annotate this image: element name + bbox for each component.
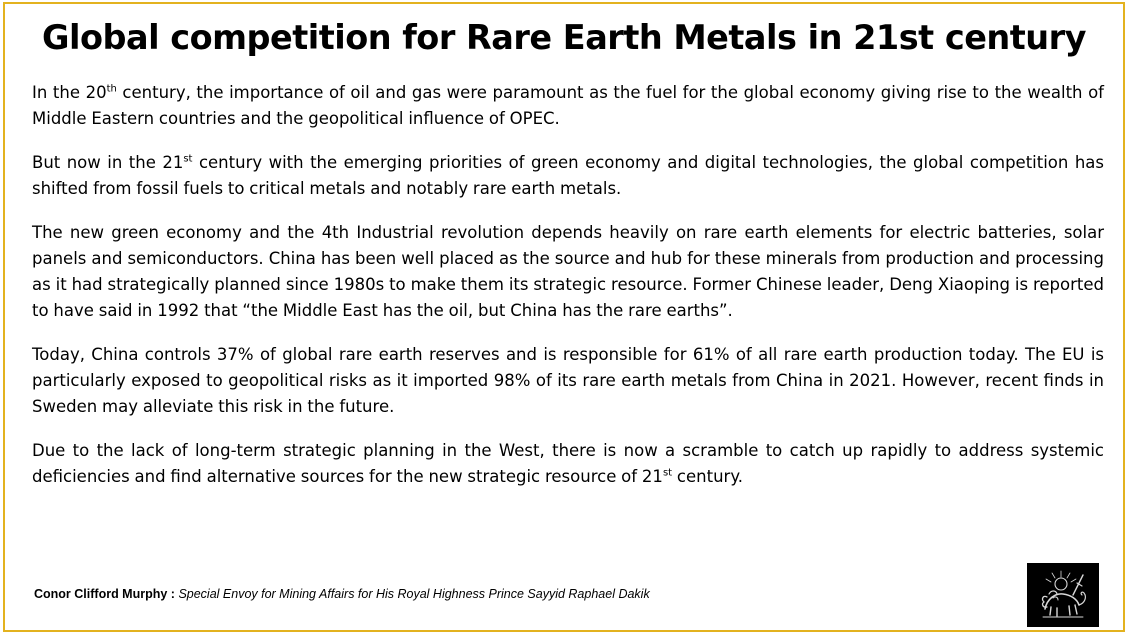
paragraph-5-text-b: century. xyxy=(672,467,743,486)
paragraph-1-text-b: century, the importance of oil and gas were paramount as the fuel for the global economy giving rise to the wealth of Middle Eastern countries and the geopolitical influence of OPEC. xyxy=(32,83,1104,128)
paragraph-5-text-a: Due to the lack of long-term strategic planning in the West, there is now a scramble to catch up rapidly to address systemic deficiencies and find alternative sources for the new strategic resource of 21 xyxy=(32,441,1104,486)
paragraph-1-text-a: In the 20 xyxy=(32,83,107,102)
author-credit xyxy=(34,587,650,601)
paragraph-3: The new green economy and the 4th Industrial revolution depends heavily on rare earth elements for electric batteries, solar panels and semiconductors. China has been well placed as the source and hub for these minerals from production and processing as it had strategically planned since 1980s to make them its strategic resource. Former Chinese leader, Deng Xiaoping is reported to have said in 1992 that “the Middle East has the oil, but China has the rare earths”. xyxy=(32,223,1104,320)
document-page xyxy=(3,2,1125,632)
paragraph-1 xyxy=(32,80,1104,132)
paragraph-2-superscript: st xyxy=(183,153,193,165)
paragraph-5 xyxy=(32,438,1104,490)
paragraph-4: Today, China controls 37% of global rare earth reserves and is responsible for 61% of all rare earth production today. The EU is particularly exposed to geopolitical risks as it imported 98% of its rare earth metals from China in 2021. However, recent finds in Sweden may alleviate this risk in the future. xyxy=(32,345,1104,416)
author-name: Conor Clifford Murphy : xyxy=(34,587,175,601)
emblem-graphic xyxy=(1027,563,1099,627)
paragraph-2-text-a: But now in the 21 xyxy=(32,153,184,172)
paragraph-2 xyxy=(32,150,1104,202)
article-body xyxy=(32,80,1104,508)
page-title: Global competition for Rare Earth Metals in 21st century xyxy=(42,18,1086,57)
paragraph-1-superscript: th xyxy=(106,83,117,95)
lion-and-sun-emblem-icon xyxy=(1027,563,1099,627)
paragraph-5-superscript: st xyxy=(662,467,673,479)
paragraph-2-text-b: century with the emerging priorities of green economy and digital technologies, the global competition has shifted from fossil fuels to critical metals and notably rare earth metals. xyxy=(32,153,1104,198)
author-role: Special Envoy for Mining Affairs for His Royal Highness Prince Sayyid Raphael Dakik xyxy=(178,587,650,601)
